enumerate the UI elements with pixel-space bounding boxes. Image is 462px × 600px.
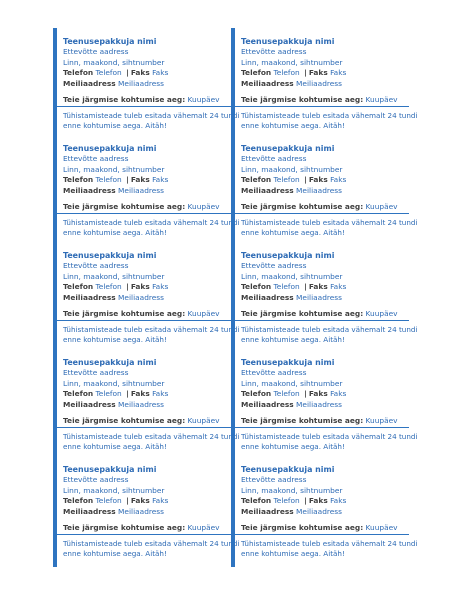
- fax-label: Faks: [130, 389, 150, 399]
- provider-name[interactable]: Teenusepakkuja nimi: [241, 37, 335, 46]
- notice-line-2[interactable]: enne kohtumise aega. Aitäh!: [63, 334, 167, 344]
- phone-label: Telefon: [241, 68, 272, 78]
- email-value[interactable]: Meiliaadress: [118, 506, 165, 516]
- notice-line-1[interactable]: Tühistamisteade tuleb esitada vähemalt 24 tundi: [241, 432, 418, 441]
- appointment-card[interactable]: [235, 28, 418, 135]
- company-address[interactable]: Ettevõtte aadress: [63, 261, 129, 270]
- next-appointment-date[interactable]: Kuupäev: [187, 202, 220, 212]
- phone-fax-line: [63, 68, 229, 79]
- fax-value[interactable]: Faks: [152, 389, 169, 399]
- appointment-card[interactable]: [235, 456, 418, 563]
- notice-line-1[interactable]: Tühistamisteade tuleb esitada vähemalt 24 tundi: [63, 111, 240, 120]
- phone-value[interactable]: Telefon: [95, 175, 122, 185]
- email-label: Meiliaadress: [63, 185, 116, 195]
- email-value[interactable]: Meiliaadress: [118, 399, 165, 409]
- appointment-card[interactable]: [57, 135, 240, 242]
- separator: |: [126, 389, 129, 399]
- city-line[interactable]: Linn, maakond, sihtnumber: [241, 485, 343, 495]
- email-label: Meiliaadress: [63, 78, 116, 88]
- separator: |: [304, 175, 307, 185]
- phone-value[interactable]: Telefon: [273, 389, 300, 399]
- email-value[interactable]: Meiliaadress: [296, 399, 343, 409]
- notice-line-1[interactable]: Tühistamisteade tuleb esitada vähemalt 24 tundi: [63, 539, 240, 548]
- next-appointment-line: [241, 523, 407, 534]
- company-address[interactable]: Ettevõtte aadress: [241, 261, 307, 270]
- phone-fax-line: [241, 68, 407, 79]
- cancellation-notice: [235, 106, 418, 130]
- fax-label: Faks: [308, 282, 328, 292]
- phone-label: Telefon: [63, 282, 94, 292]
- email-line: [241, 79, 407, 90]
- fax-label: Faks: [308, 496, 328, 506]
- card-details: [241, 464, 407, 534]
- email-label: Meiliaadress: [241, 506, 294, 516]
- email-line: [63, 507, 229, 518]
- appointment-card[interactable]: [235, 135, 418, 242]
- fax-value[interactable]: Faks: [330, 175, 347, 185]
- appointment-card[interactable]: [57, 242, 240, 349]
- cancellation-notice: [235, 213, 418, 237]
- email-label: Meiliaadress: [63, 506, 116, 516]
- appointment-card[interactable]: [57, 28, 240, 135]
- email-line: [241, 400, 407, 411]
- cancellation-notice: [235, 427, 418, 451]
- email-label: Meiliaadress: [63, 399, 116, 409]
- fax-label: Faks: [130, 175, 150, 185]
- company-address[interactable]: Ettevõtte aadress: [63, 47, 129, 56]
- email-label: Meiliaadress: [241, 292, 294, 302]
- notice-line-1[interactable]: Tühistamisteade tuleb esitada vähemalt 24 tundi: [241, 218, 418, 227]
- phone-value[interactable]: Telefon: [273, 496, 300, 506]
- notice-line-2[interactable]: enne kohtumise aega. Aitäh!: [241, 441, 345, 451]
- card-column-right: [231, 28, 418, 567]
- next-appointment-label: Teie järgmise kohtumise aeg:: [63, 95, 186, 105]
- next-appointment-date[interactable]: Kuupäev: [365, 416, 398, 426]
- next-appointment-label: Teie järgmise kohtumise aeg:: [63, 416, 186, 426]
- next-appointment-line: [241, 416, 407, 427]
- appointment-card[interactable]: [57, 456, 240, 563]
- company-address[interactable]: Ettevõtte aadress: [63, 368, 129, 377]
- notice-line-2[interactable]: enne kohtumise aega. Aitäh!: [63, 227, 167, 237]
- notice-line-1[interactable]: Tühistamisteade tuleb esitada vähemalt 24 tundi: [63, 432, 240, 441]
- next-appointment-label: Teie järgmise kohtumise aeg:: [63, 202, 186, 212]
- notice-line-1[interactable]: Tühistamisteade tuleb esitada vähemalt 24 tundi: [63, 218, 240, 227]
- phone-label: Telefon: [63, 68, 94, 78]
- notice-line-2[interactable]: enne kohtumise aega. Aitäh!: [241, 548, 345, 558]
- company-address[interactable]: Ettevõtte aadress: [241, 475, 307, 484]
- city-line[interactable]: Linn, maakond, sihtnumber: [63, 271, 165, 281]
- next-appointment-line: [241, 95, 407, 106]
- email-label: Meiliaadress: [241, 399, 294, 409]
- email-value[interactable]: Meiliaadress: [296, 292, 343, 302]
- email-value[interactable]: Meiliaadress: [118, 78, 165, 88]
- city-line[interactable]: Linn, maakond, sihtnumber: [63, 378, 165, 388]
- phone-value[interactable]: Telefon: [273, 282, 300, 292]
- card-details: [241, 250, 407, 320]
- separator: |: [304, 282, 307, 292]
- phone-label: Telefon: [63, 389, 94, 399]
- next-appointment-label: Teie järgmise kohtumise aeg:: [241, 202, 364, 212]
- phone-value[interactable]: Telefon: [273, 68, 300, 78]
- email-value[interactable]: Meiliaadress: [296, 78, 343, 88]
- notice-line-2[interactable]: enne kohtumise aega. Aitäh!: [63, 548, 167, 558]
- city-line[interactable]: Linn, maakond, sihtnumber: [63, 485, 165, 495]
- separator: |: [126, 496, 129, 506]
- separator: |: [304, 389, 307, 399]
- appointment-card[interactable]: [57, 349, 240, 456]
- phone-label: Telefon: [63, 496, 94, 506]
- company-address[interactable]: Ettevõtte aadress: [63, 154, 129, 163]
- cancellation-notice: [57, 106, 240, 130]
- separator: |: [304, 68, 307, 78]
- email-line: [241, 507, 407, 518]
- city-line[interactable]: Linn, maakond, sihtnumber: [241, 164, 343, 174]
- next-appointment-line: [63, 309, 229, 320]
- fax-value[interactable]: Faks: [152, 282, 169, 292]
- next-appointment-date[interactable]: Kuupäev: [187, 309, 220, 319]
- next-appointment-date[interactable]: Kuupäev: [187, 95, 220, 105]
- next-appointment-date[interactable]: Kuupäev: [365, 309, 398, 319]
- provider-name[interactable]: Teenusepakkuja nimi: [63, 251, 157, 260]
- email-label: Meiliaadress: [241, 185, 294, 195]
- company-address[interactable]: Ettevõtte aadress: [241, 47, 307, 56]
- phone-label: Telefon: [241, 175, 272, 185]
- card-details: [63, 464, 229, 534]
- email-line: [63, 79, 229, 90]
- next-appointment-date[interactable]: Kuupäev: [365, 95, 398, 105]
- separator: |: [304, 496, 307, 506]
- card-details: [63, 143, 229, 213]
- email-value[interactable]: Meiliaadress: [118, 292, 165, 302]
- phone-fax-line: [63, 175, 229, 186]
- next-appointment-line: [63, 416, 229, 427]
- appointment-card[interactable]: [235, 242, 418, 349]
- separator: |: [126, 175, 129, 185]
- city-line[interactable]: Linn, maakond, sihtnumber: [241, 378, 343, 388]
- cancellation-notice: [57, 427, 240, 451]
- phone-value[interactable]: Telefon: [95, 496, 122, 506]
- provider-name[interactable]: Teenusepakkuja nimi: [63, 37, 157, 46]
- fax-value[interactable]: Faks: [152, 68, 169, 78]
- card-details: [241, 357, 407, 427]
- next-appointment-line: [241, 309, 407, 320]
- next-appointment-label: Teie järgmise kohtumise aeg:: [241, 416, 364, 426]
- next-appointment-line: [63, 95, 229, 106]
- city-line[interactable]: Linn, maakond, sihtnumber: [241, 271, 343, 281]
- notice-line-1[interactable]: Tühistamisteade tuleb esitada vähemalt 24 tundi: [63, 325, 240, 334]
- fax-label: Faks: [130, 68, 150, 78]
- notice-line-1[interactable]: Tühistamisteade tuleb esitada vähemalt 24 tundi: [241, 111, 418, 120]
- cancellation-notice: [235, 534, 418, 558]
- cancellation-notice: [57, 213, 240, 237]
- email-line: [63, 186, 229, 197]
- fax-label: Faks: [308, 389, 328, 399]
- notice-line-1[interactable]: Tühistamisteade tuleb esitada vähemalt 24 tundi: [241, 539, 418, 548]
- fax-label: Faks: [308, 68, 328, 78]
- email-label: Meiliaadress: [241, 78, 294, 88]
- next-appointment-label: Teie järgmise kohtumise aeg:: [241, 523, 364, 533]
- card-details: [241, 36, 407, 106]
- fax-label: Faks: [130, 282, 150, 292]
- city-line[interactable]: Linn, maakond, sihtnumber: [241, 57, 343, 67]
- city-line[interactable]: Linn, maakond, sihtnumber: [63, 57, 165, 67]
- next-appointment-date[interactable]: Kuupäev: [365, 202, 398, 212]
- next-appointment-label: Teie järgmise kohtumise aeg:: [241, 309, 364, 319]
- notice-line-2[interactable]: enne kohtumise aega. Aitäh!: [63, 441, 167, 451]
- company-address[interactable]: Ettevõtte aadress: [63, 475, 129, 484]
- email-line: [241, 186, 407, 197]
- provider-name[interactable]: Teenusepakkuja nimi: [63, 465, 157, 474]
- fax-value[interactable]: Faks: [330, 389, 347, 399]
- next-appointment-date[interactable]: Kuupäev: [187, 523, 220, 533]
- provider-name[interactable]: Teenusepakkuja nimi: [241, 465, 335, 474]
- fax-value[interactable]: Faks: [330, 496, 347, 506]
- notice-line-2[interactable]: enne kohtumise aega. Aitäh!: [63, 120, 167, 130]
- next-appointment-label: Teie järgmise kohtumise aeg:: [63, 523, 186, 533]
- fax-label: Faks: [308, 175, 328, 185]
- email-label: Meiliaadress: [63, 292, 116, 302]
- phone-label: Telefon: [241, 496, 272, 506]
- fax-value[interactable]: Faks: [152, 175, 169, 185]
- provider-name[interactable]: Teenusepakkuja nimi: [63, 358, 157, 367]
- company-address[interactable]: Ettevõtte aadress: [241, 368, 307, 377]
- phone-label: Telefon: [63, 175, 94, 185]
- separator: |: [126, 68, 129, 78]
- phone-fax-line: [241, 389, 407, 400]
- company-address[interactable]: Ettevõtte aadress: [241, 154, 307, 163]
- phone-value[interactable]: Telefon: [273, 175, 300, 185]
- phone-value[interactable]: Telefon: [95, 389, 122, 399]
- separator: |: [126, 282, 129, 292]
- notice-line-2[interactable]: enne kohtumise aega. Aitäh!: [241, 334, 345, 344]
- phone-fax-line: [63, 496, 229, 507]
- phone-fax-line: [63, 389, 229, 400]
- next-appointment-line: [63, 202, 229, 213]
- notice-line-2[interactable]: enne kohtumise aega. Aitäh!: [241, 227, 345, 237]
- phone-fax-line: [241, 282, 407, 293]
- notice-line-1[interactable]: Tühistamisteade tuleb esitada vähemalt 24 tundi: [241, 325, 418, 334]
- cancellation-notice: [57, 534, 240, 558]
- phone-fax-line: [241, 496, 407, 507]
- email-line: [241, 293, 407, 304]
- city-line[interactable]: Linn, maakond, sihtnumber: [63, 164, 165, 174]
- phone-fax-line: [63, 282, 229, 293]
- email-value[interactable]: Meiliaadress: [296, 185, 343, 195]
- provider-name[interactable]: Teenusepakkuja nimi: [241, 358, 335, 367]
- next-appointment-date[interactable]: Kuupäev: [365, 523, 398, 533]
- provider-name[interactable]: Teenusepakkuja nimi: [241, 144, 335, 153]
- card-column-left: [53, 28, 240, 567]
- fax-label: Faks: [130, 496, 150, 506]
- next-appointment-date[interactable]: Kuupäev: [187, 416, 220, 426]
- card-details: [241, 143, 407, 213]
- appointment-card[interactable]: [235, 349, 418, 456]
- card-details: [63, 250, 229, 320]
- phone-label: Telefon: [241, 282, 272, 292]
- next-appointment-label: Teie järgmise kohtumise aeg:: [63, 309, 186, 319]
- phone-fax-line: [241, 175, 407, 186]
- next-appointment-line: [63, 523, 229, 534]
- fax-value[interactable]: Faks: [152, 496, 169, 506]
- cancellation-notice: [235, 320, 418, 344]
- provider-name[interactable]: Teenusepakkuja nimi: [241, 251, 335, 260]
- notice-line-2[interactable]: enne kohtumise aega. Aitäh!: [241, 120, 345, 130]
- fax-value[interactable]: Faks: [330, 68, 347, 78]
- card-details: [63, 357, 229, 427]
- email-value[interactable]: Meiliaadress: [296, 506, 343, 516]
- next-appointment-label: Teie järgmise kohtumise aeg:: [241, 95, 364, 105]
- email-line: [63, 400, 229, 411]
- fax-value[interactable]: Faks: [330, 282, 347, 292]
- next-appointment-line: [241, 202, 407, 213]
- phone-label: Telefon: [241, 389, 272, 399]
- phone-value[interactable]: Telefon: [95, 68, 122, 78]
- phone-value[interactable]: Telefon: [95, 282, 122, 292]
- email-line: [63, 293, 229, 304]
- email-value[interactable]: Meiliaadress: [118, 185, 165, 195]
- cancellation-notice: [57, 320, 240, 344]
- card-details: [63, 36, 229, 106]
- provider-name[interactable]: Teenusepakkuja nimi: [63, 144, 157, 153]
